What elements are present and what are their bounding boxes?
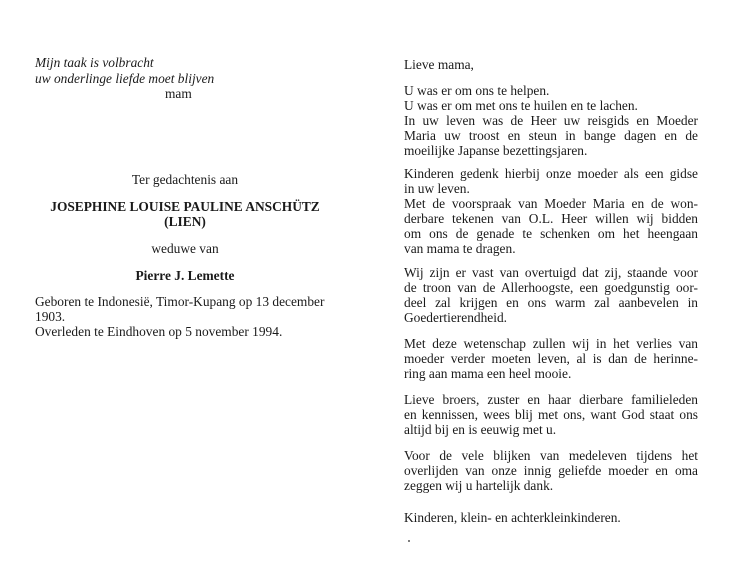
paragraph-line: U was er om ons te helpen. [404, 83, 550, 98]
paragraph-4 [404, 336, 698, 381]
born-line-1: Geboren te Indonesië, Timor-Kupang op 13 december [35, 294, 325, 309]
spouse-name: Pierre J. Lemette [135, 268, 235, 283]
paragraph-line: zeggen wij u hartelijk dank. [404, 478, 554, 493]
paragraph-line: deel zal krijgen en ons warm zal aanbevelen in [404, 295, 698, 310]
deceased-name: JOSEPHINE LOUISE PAULINE ANSCHÜTZ [50, 199, 320, 214]
paragraph-line: Maria uw troost en steun in bange dagen en de [404, 128, 698, 143]
born-line-2: 1903. [35, 309, 66, 324]
paragraph-5 [404, 392, 698, 437]
paragraph-line: Voor de vele blijken van medeleven tijdens het [404, 448, 698, 463]
paragraph-2 [404, 166, 698, 256]
paragraph-line: Goedertierendheid. [404, 310, 507, 325]
paragraph-line: In uw leven was de Heer uw reisgids en Moeder [404, 113, 698, 128]
motto-line-2: uw onderlinge liefde moet blijven [35, 71, 215, 86]
paragraph-line: in uw leven. [404, 181, 470, 196]
motto-signature: mam [165, 86, 192, 101]
paragraph-line: altijd bij en is eeuwig met u. [404, 422, 557, 437]
paragraph-line: van mama te dragen. [404, 241, 516, 256]
salutation: Lieve mama, [404, 57, 474, 72]
motto-line-1: Mijn taak is volbracht [35, 55, 154, 70]
paragraph-line: de troon van de Allerhoogste, een goedgunstig oor- [404, 280, 698, 295]
paragraph-line: moeilijke Japanse bezettingsjaren. [404, 143, 588, 158]
deceased-nickname: (LIEN) [164, 214, 206, 229]
paragraph-3 [404, 265, 698, 325]
closing-line: Kinderen, klein- en achterkleinkinderen. [404, 510, 621, 525]
paragraph-line: ring aan mama een heel mooie. [404, 366, 572, 381]
memorial-intro: Ter gedachtenis aan [131, 172, 239, 187]
stray-speck [408, 540, 410, 542]
paragraph-line: moeder verder moeten leven, al is dan de herinne- [404, 351, 698, 366]
paragraph-line: Wij zijn er vast van overtuigd dat zij, staande voor [404, 265, 698, 280]
paragraph-line: overlijden van onze innig geliefde moeder en oma [404, 463, 698, 478]
paragraph-line: U was er om met ons te huilen en te lachen. [404, 98, 638, 113]
paragraph-6 [404, 448, 698, 493]
died-line: Overleden te Eindhoven op 5 november 1994. [35, 324, 283, 339]
paragraph-line: Kinderen gedenk hierbij onze moeder als een gidse [404, 166, 698, 181]
paragraph-line: en kennissen, wees blij met ons, want God staat ons [404, 407, 698, 422]
paragraph-line: Met de voorspraak van Moeder Maria en de won- [404, 196, 698, 211]
paragraph-line: om ons de genade te schenken om het heengaan [404, 226, 698, 241]
paragraph-line: derbare tekenen van O.L. Heer willen wij bidden [404, 211, 698, 226]
paragraph-1 [404, 83, 698, 158]
paragraph-line: Lieve broers, zuster en haar dierbare familieleden [404, 392, 698, 407]
widow-of: weduwe van [151, 241, 219, 256]
paragraph-line: Met deze wetenschap zullen wij in het verlies van [404, 336, 698, 351]
